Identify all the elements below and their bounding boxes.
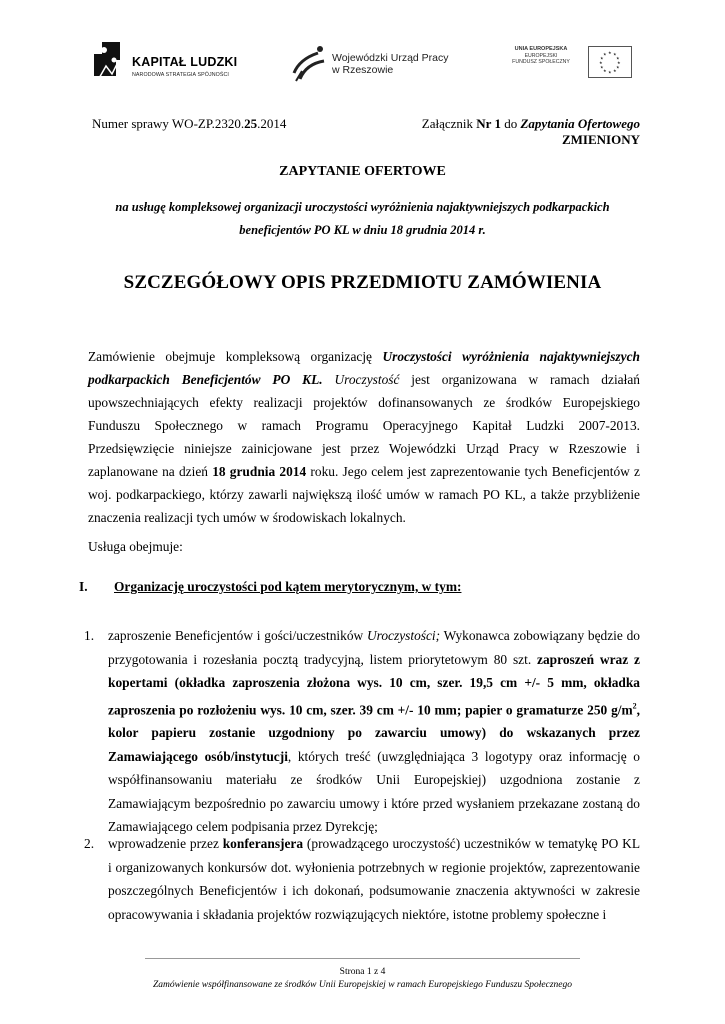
svg-text:★: ★	[600, 64, 604, 70]
list-item: 1. zaproszenie Beneficjentów i gości/uczestników Uroczystości; Wykonawca zobowiązany będzie do przygotowania i rozesłania pocztą tradycyjną, listem priorytetowym 80 szt. zaproszeń wraz z kopertami (okładka zaproszenia złożona wys. 10 cm, szer. 19,5 cm +/- 5 mm, okładka zaproszenia po rozłożeniu wys. 10 cm, szer. 39 cm +/- 10 mm; papier o gramaturze 250 $g/m^2$, kolor papieru zostanie uzgodniony po zawarciu umowy) do wskazanych przez Zamawiającego osób/instytucji, których treść (uwzględniająca 3 logotypy oraz informację o współfinansowaniu materiału ze środków Unii Europejskiej) uzgodniona zostanie z Zamawiającym bezpośrednio po zawarciu umowy i które przed wysłaniem przekazane zostaną do Zamawiającego celem podpisania przez Dyrekcję;	[84, 624, 640, 832]
svg-text:★: ★	[617, 60, 621, 65]
kapital-ludzki-logo	[88, 38, 268, 88]
kl-title: KAPITAŁ LUDZKI	[132, 55, 238, 69]
svg-text:★: ★	[608, 50, 612, 55]
eu-text	[496, 46, 586, 66]
main-title: SZCZEGÓŁOWY OPIS PRZEDMIOTU ZAMÓWIENIA	[123, 272, 602, 293]
page-number: Strona 1 z 4	[339, 967, 386, 977]
eu-flag-icon	[588, 46, 632, 78]
logo-bar	[88, 38, 633, 88]
changed-label: ZMIENIONY	[561, 132, 640, 147]
svg-text:★: ★	[613, 51, 617, 57]
svg-text:★: ★	[616, 64, 620, 70]
attachment-note: Załącznik Nr 1 do Zapytania Ofertowego ZMIENIONY	[421, 116, 640, 147]
document-subtitle: na usługę kompleksowej organizacji uroczystości wyróżnienia najaktywniejszych podkarpackich beneficjentów PO KL w dniu 18 grudnia 2014 r.	[115, 200, 610, 237]
list-item: 2. wprowadzenie przez konferansjera (prowadzącego uroczystość) uczestników w tematykę PO KL i organizowanych konkursów dot. wyłonienia potrzebnych w regionie projektów, zaprezentowanie poszczególnych Beneficjentów i ich dokonań, podsumowanie znaczenia aktywności w zakresie opracowywania i składania projektów rozwiązujących niektóre, istotne problemy społeczne i	[84, 832, 640, 926]
kl-subtitle: NARODOWA STRATEGIA SPÓJNOŚCI	[132, 72, 229, 78]
svg-text:★: ★	[603, 68, 607, 73]
list-item-number: 1.	[84, 628, 95, 643]
svg-text:★: ★	[600, 55, 604, 61]
svg-text:★: ★	[613, 68, 617, 73]
eu-logo	[496, 46, 636, 86]
svg-text:★: ★	[616, 55, 620, 61]
list-item-number: 2.	[84, 836, 95, 851]
svg-text:★: ★	[608, 69, 612, 75]
section-title: Organizację uroczystości pod kątem merytorycznym, w tym:	[114, 579, 462, 594]
services-label: Usługa obejmuje:	[88, 539, 183, 554]
eu-line2: EUROPEJSKI	[524, 52, 558, 59]
item-list	[84, 624, 640, 926]
intro-paragraph: Zamówienie obejmuje kompleksową organizację Uroczystości wyróżnienia najaktywniejszych podkarpackich Beneficjentów PO KL. Uroczystość jest organizowana w ramach działań upowszechniających efekty realizacji projektów dofinansowanych ze środków Europejskiego Funduszu Społecznego w ramach Programu Operacyjnego Kapitał Ludzki 2007-2013. Przedsięwzięcie niniejsze zainicjowane jest przez Wojewódzki Urząd Pracy w Rzeszowie i zaplanowane na dzień 18 grudnia 2014 roku. Jego celem jest zaprezentowanie tych Beneficjentów z woj. podkarpackiego, którzy zawarli największą ilość umów w ramach PO KL, a także przybliżenie znaczenia realizacji tych umów w środowiskach lokalnych.	[88, 349, 640, 525]
wup-text	[332, 52, 449, 76]
document-title: ZAPYTANIE OFERTOWE	[279, 164, 446, 179]
wup-line1: Wojewódzki Urząd Pracy	[332, 52, 449, 64]
case-number: Numer sprawy WO-ZP.2320.25.2014	[92, 116, 287, 131]
eu-line1: UNIA EUROPEJSKA	[514, 46, 568, 52]
footer-divider	[145, 958, 580, 959]
wup-logo	[290, 43, 460, 85]
section-number: I.	[79, 579, 88, 594]
footer-note: Zamówienie współfinansowane ze środków Unii Europejskiej w ramach Europejskiego Funduszu Społecznego	[152, 980, 573, 990]
svg-text:★: ★	[599, 60, 603, 65]
wup-emblem-icon	[290, 43, 330, 85]
eu-line3: FUNDUSZ SPOŁECZNY	[512, 59, 570, 65]
kapital-ludzki-emblem-icon	[92, 40, 130, 84]
svg-text:★: ★	[603, 51, 607, 57]
wup-line2: w Rzeszowie	[332, 64, 394, 76]
